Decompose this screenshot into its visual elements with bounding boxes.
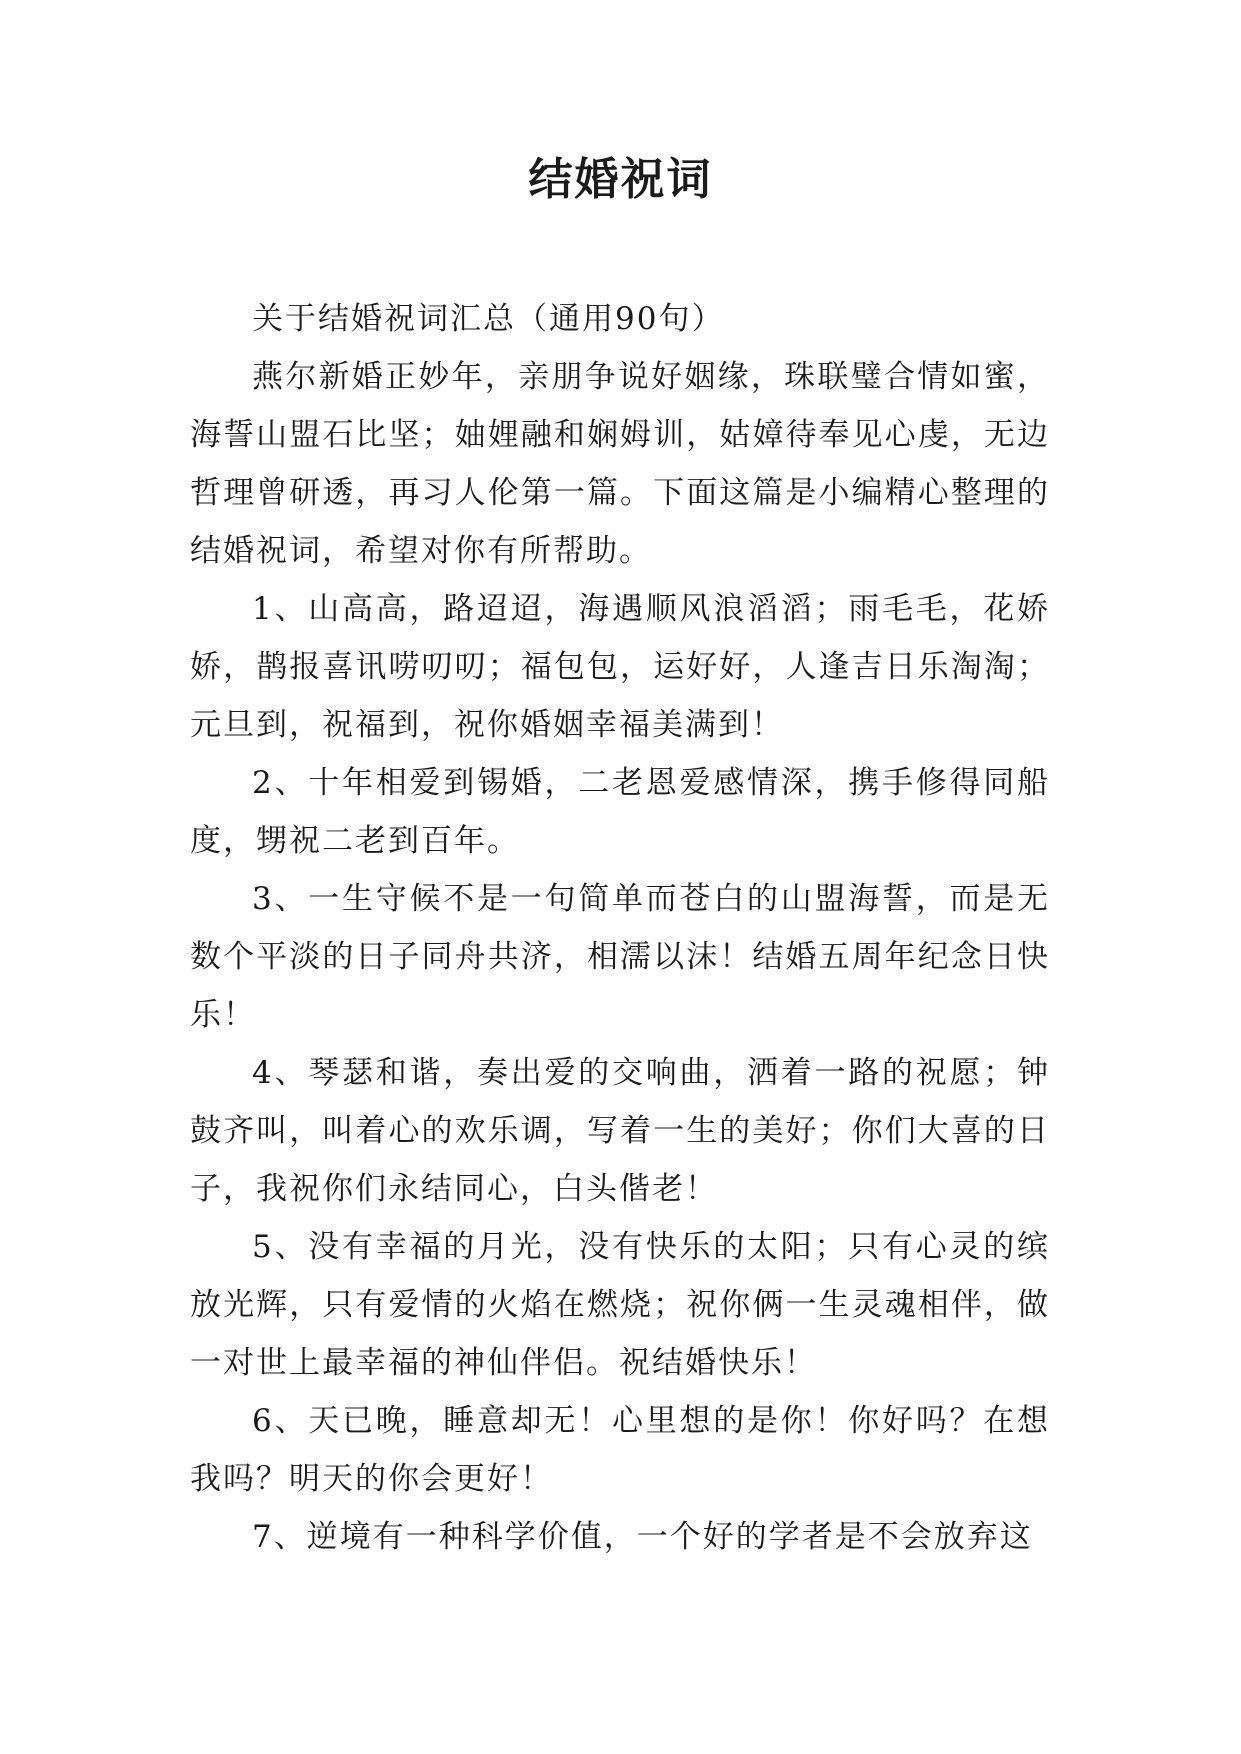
- wish-paragraph-3: 3、一生守候不是一句简单而苍白的山盟海誓，而是无数个平淡的日子同舟共济，相濡以沫！结婚五周年纪念日快乐！: [190, 881, 1050, 1033]
- wish-paragraph-2: 2、十年相爱到锡婚，二老恩爱感情深，携手修得同船度，甥祝二老到百年。: [190, 765, 1050, 859]
- subtitle-paragraph: 关于结婚祝词汇总（通用90句）: [252, 301, 725, 337]
- wish-paragraph-6: 6、天已晚，睡意却无！心里想的是你！你好吗？在想我吗？明天的你会更好！: [190, 1403, 1050, 1497]
- wish-paragraph-5: 5、没有幸福的月光，没有快乐的太阳；只有心灵的缤放光辉，只有爱情的火焰在燃烧；祝你俩一生灵魂相伴，做一对世上最幸福的神仙伴侣。祝结婚快乐！: [190, 1229, 1050, 1381]
- wish-paragraph-7: 7、逆境有一种科学价值，一个好的学者是不会放弃这: [252, 1519, 1033, 1555]
- intro-paragraph: 燕尔新婚正妙年，亲朋争说好姻缘，珠联璧合情如蜜，海誓山盟石比坚；妯娌融和娴姆训，姑嫜待奉见心虔，无边哲理曾研透，再习人伦第一篇。下面这篇是小编精心整理的结婚祝词，希望对你有所帮助。: [190, 359, 1050, 569]
- wish-paragraph-4: 4、琴瑟和谐，奏出爱的交响曲，洒着一路的祝愿；钟鼓齐叫，叫着心的欢乐调，写着一生的美好；你们大喜的日子，我祝你们永结同心，白头偕老！: [190, 1055, 1050, 1207]
- wish-paragraph-1: 1、山高高，路迢迢，海遇顺风浪滔滔；雨毛毛，花娇娇，鹊报喜讯唠叨叨；福包包，运好好，人逢吉日乐淘淘；元旦到，祝福到，祝你婚姻幸福美满到！: [190, 591, 1050, 743]
- page-title: 结婚祝词: [528, 154, 713, 205]
- document-body: [190, 290, 1050, 1566]
